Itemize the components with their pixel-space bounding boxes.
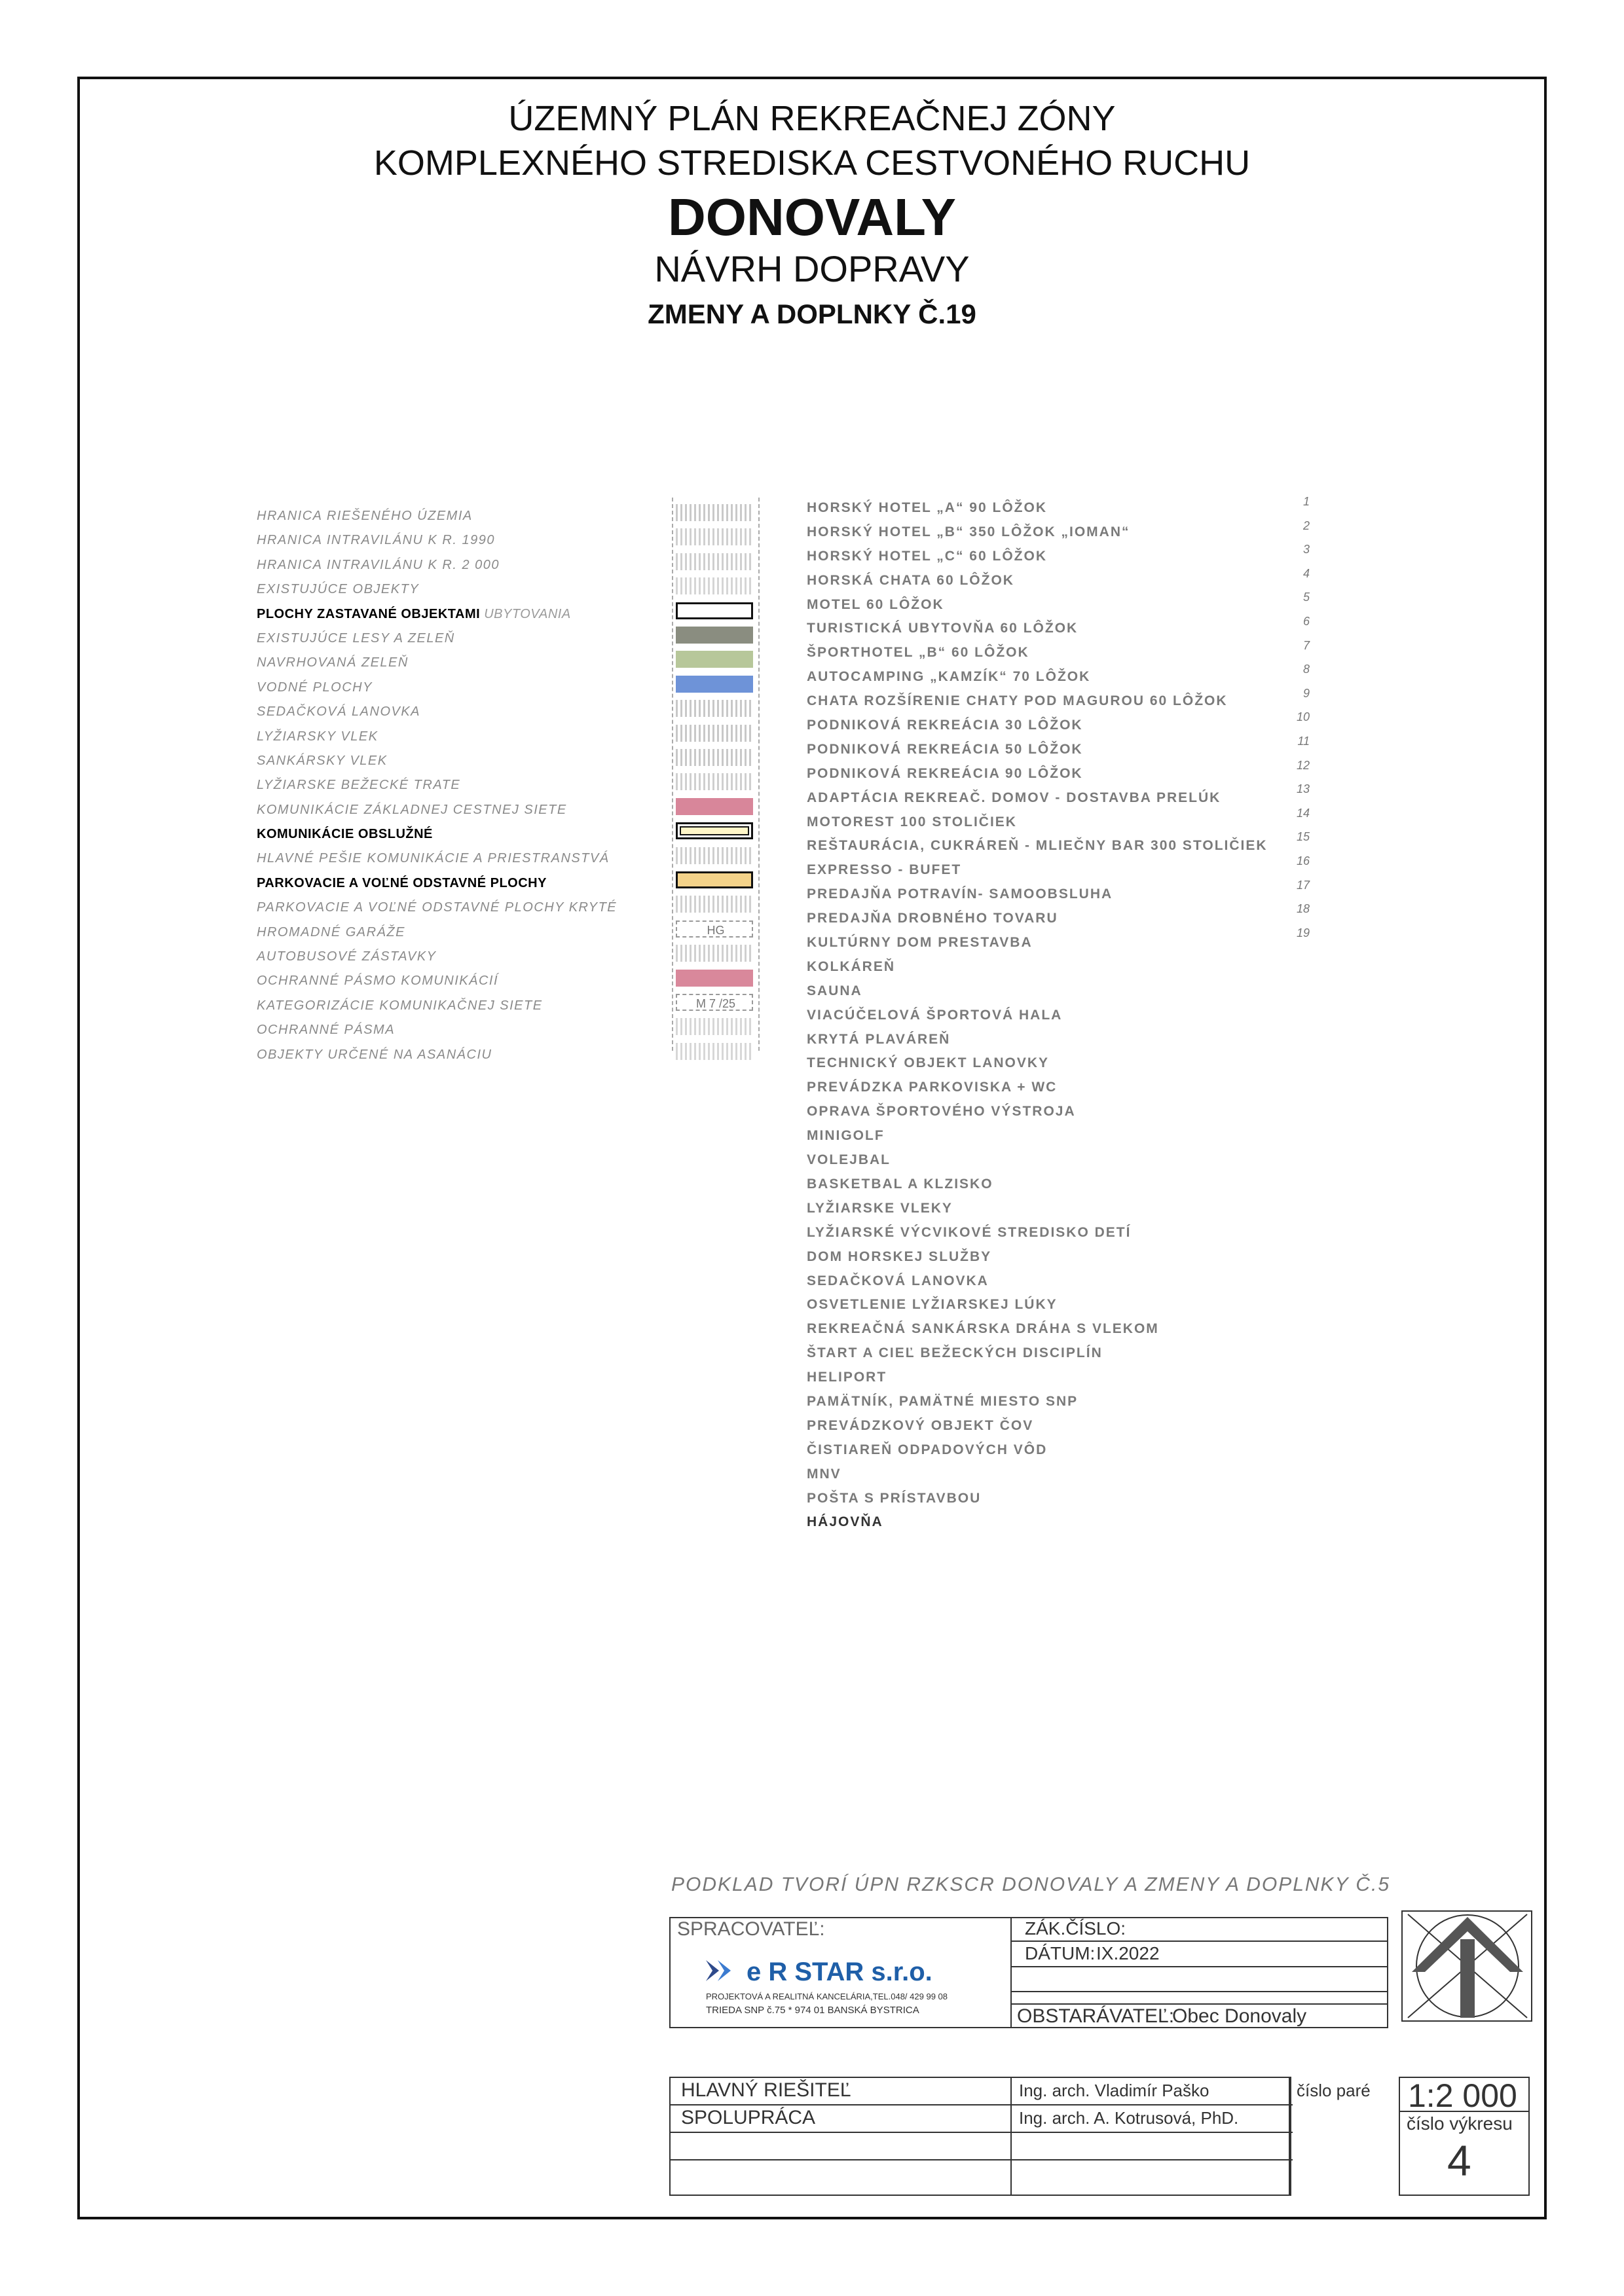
- legend-swatch: [676, 822, 753, 839]
- legend-label: EXISTUJÚCE LESY A ZELEŇ: [257, 630, 455, 646]
- object-item: ČISTIAREŇ ODPADOVÝCH VÔD: [807, 1442, 1048, 1457]
- object-item: PREVÁDZKOVÝ OBJEKT ČOV: [807, 1417, 1034, 1433]
- legend-swatch: [676, 651, 753, 668]
- legend-label: HRANICA RIEŠENÉHO ÚZEMIA: [257, 509, 473, 523]
- legend-label-tail: UBYTOVANIA: [480, 606, 571, 621]
- legend-swatch: [676, 871, 753, 888]
- date-value: IX.2022: [1096, 1943, 1160, 1963]
- object-item: REKREAČNÁ SANKÁRSKA DRÁHA S VLEKOM: [807, 1321, 1159, 1337]
- object-number: 5: [1302, 591, 1310, 604]
- object-item: TECHNICKÝ OBJEKT LANOVKY: [807, 1055, 1050, 1071]
- object-item: PAMÄTNÍK, PAMÄTNÉ MIESTO SNP: [807, 1393, 1079, 1409]
- object-item: KULTÚRNY DOM PRESTAVBA: [807, 935, 1033, 951]
- drawing-label: číslo výkresu: [1407, 2113, 1513, 2134]
- client-value: Obec Donovaly: [1172, 2005, 1307, 2027]
- legend-swatch: [676, 1018, 753, 1035]
- legend-swatch: [676, 920, 753, 938]
- legend-label: KOMUNIKÁCIE OBSLUŽNÉ: [257, 827, 433, 842]
- object-numbers: [1283, 490, 1310, 945]
- legend-swatch: [676, 847, 753, 864]
- object-item: MNV: [807, 1466, 841, 1482]
- legend-label: OBJEKTY URČENÉ NA ASANÁCIU: [257, 1047, 492, 1062]
- object-item: KRYTÁ PLAVÁREŇ: [807, 1031, 951, 1047]
- coop-label: SPOLUPRÁCA: [681, 2107, 816, 2128]
- legend-label: NAVRHOVANÁ ZELEŇ: [257, 655, 409, 670]
- basis-note: PODKLAD TVORÍ ÚPN RZKSCR DONOVALY A ZMENY A DOPLNKY Č.5: [671, 1874, 1391, 1895]
- object-item: PREDAJŇA DROBNÉHO TOVARU: [807, 911, 1058, 926]
- legend-label: AUTOBUSOVÉ ZÁSTAVKY: [257, 949, 437, 964]
- author-label: SPRACOVATEĽ:: [677, 1918, 825, 1940]
- drawing-number: 4: [1447, 2136, 1471, 2185]
- object-item: EXPRESSO - BUFET: [807, 862, 962, 878]
- legend-label: OCHRANNÉ PÁSMO KOMUNIKÁCIÍ: [257, 974, 499, 989]
- object-number: 9: [1302, 686, 1310, 700]
- object-item: REŠTAURÁCIA, CUKRÁREŇ - MLIEČNY BAR 300 STOLIČIEK: [807, 838, 1268, 854]
- object-number: 16: [1296, 854, 1310, 867]
- object-item: LYŽIARSKÉ VÝCVIKOVÉ STREDISKO DETÍ: [807, 1224, 1132, 1240]
- legend-swatch: [676, 602, 753, 619]
- legend-swatch: [676, 773, 753, 790]
- object-item: SAUNA: [807, 983, 862, 998]
- object-item: KOLKÁREŇ: [807, 958, 895, 974]
- legend-label: PARKOVACIE A VOĽNÉ ODSTAVNÉ PLOCHY KRYTÉ: [257, 900, 618, 915]
- object-number: 2: [1302, 519, 1310, 532]
- object-item: HÁJOVŇA: [807, 1514, 883, 1530]
- date-label: DÁTUM:: [1025, 1943, 1096, 1963]
- object-number: 10: [1296, 710, 1310, 724]
- object-number: 15: [1296, 830, 1310, 844]
- legend-label: VODNÉ PLOCHY: [257, 680, 373, 695]
- legend-label: LYŽIARSKE BEŽECKÉ TRATE: [257, 778, 461, 793]
- object-list: [807, 496, 1331, 1535]
- legend-label: LYŽIARSKY VLEK: [257, 729, 378, 744]
- legend-swatch: [676, 504, 753, 521]
- object-item: PREVÁDZKA PARKOVISKA + WC: [807, 1080, 1058, 1095]
- legend-swatch: [676, 725, 753, 742]
- title-change: ZMENY A DOPLNKY Č.19: [648, 299, 976, 329]
- object-number: 4: [1302, 566, 1310, 580]
- legend-swatch: [676, 798, 753, 815]
- object-item: ADAPTÁCIA REKREAČ. DOMOV - DOSTAVBA PRELÚK: [807, 790, 1221, 805]
- object-item: PODNIKOVÁ REKREÁCIA 50 LÔŽOK: [807, 741, 1083, 757]
- object-item: PODNIKOVÁ REKREÁCIA 90 LÔŽOK: [807, 765, 1083, 781]
- legend-label: SANKÁRSKY VLEK: [257, 753, 388, 768]
- legend-swatch: [676, 676, 753, 693]
- object-number: 13: [1296, 782, 1310, 796]
- legend-swatch: [676, 896, 753, 913]
- object-item: LYŽIARSKE VLEKY: [807, 1200, 953, 1216]
- object-number: 18: [1296, 902, 1310, 916]
- legend-label: HROMADNÉ GARÁŽE: [257, 924, 405, 939]
- object-item: MINIGOLF: [807, 1128, 885, 1144]
- client-label: OBSTARÁVATEĽ:: [1017, 2005, 1175, 2027]
- legend-swatch: [676, 970, 753, 987]
- object-number: 14: [1296, 806, 1310, 820]
- legend-label: PARKOVACIE A VOĽNÉ ODSTAVNÉ PLOCHY: [257, 875, 547, 890]
- object-number: 1: [1302, 495, 1310, 508]
- object-item: HORSKÝ HOTEL „B“ 350 LÔŽOK „IOMAN“: [807, 524, 1130, 539]
- object-number: 3: [1302, 543, 1310, 556]
- object-item: HORSKÝ HOTEL „A“ 90 LÔŽOK: [807, 500, 1047, 515]
- legend-swatch: [676, 700, 753, 717]
- object-number: 11: [1297, 734, 1310, 748]
- object-item: MOTOREST 100 STOLIČIEK: [807, 814, 1017, 829]
- object-item: BASKETBAL A KLZISKO: [807, 1176, 993, 1192]
- chief-label: HLAVNÝ RIEŠITEĽ: [681, 2079, 851, 2101]
- chief-value: Ing. arch. Vladimír Paško: [1019, 2081, 1209, 2100]
- legend-swatch-label: M 7 /25: [695, 997, 736, 1010]
- legend-swatch: [676, 945, 753, 962]
- legend-label: OCHRANNÉ PÁSMA: [257, 1023, 396, 1038]
- object-item: ŠPORTHOTEL „B“ 60 LÔŽOK: [807, 645, 1029, 661]
- company-logo-icon: [705, 1956, 744, 1985]
- object-number: 6: [1302, 614, 1310, 628]
- object-item: AUTOCAMPING „KAMZÍK“ 70 LÔŽOK: [807, 669, 1091, 685]
- legend-label: KOMUNIKÁCIE ZÁKLADNEJ CESTNEJ SIETE: [257, 802, 567, 817]
- object-item: HELIPORT: [807, 1370, 887, 1385]
- title-subject: NÁVRH DOPRAVY: [654, 248, 970, 289]
- object-item: PODNIKOVÁ REKREÁCIA 30 LÔŽOK: [807, 718, 1083, 733]
- copy-label: číslo paré: [1297, 2081, 1371, 2100]
- legend-label: HRANICA INTRAVILÁNU K R. 1990: [257, 533, 495, 548]
- legend-swatch: [676, 528, 753, 545]
- legend-swatch: [676, 749, 753, 766]
- legend-swatch: [676, 1043, 753, 1060]
- object-item: SEDAČKOVÁ LANOVKA: [807, 1273, 989, 1288]
- title-line-1: ÚZEMNÝ PLÁN REKREAČNEJ ZÓNY: [508, 99, 1116, 138]
- title-place: DONOVALY: [667, 188, 957, 246]
- object-item: HORSKÝ HOTEL „C“ 60 LÔŽOK: [807, 548, 1047, 564]
- legend-label: HRANICA INTRAVILÁNU K R. 2 000: [257, 557, 500, 572]
- object-item: OSVETLENIE LYŽIARSKEJ LÚKY: [807, 1297, 1058, 1313]
- object-item: VIACÚČELOVÁ ŠPORTOVÁ HALA: [807, 1007, 1063, 1023]
- legend-label: SEDAČKOVÁ LANOVKA: [257, 704, 421, 720]
- legend-swatch: [676, 627, 753, 644]
- scale-value: 1:2 000: [1408, 2077, 1517, 2114]
- object-item: HORSKÁ CHATA 60 LÔŽOK: [807, 572, 1014, 588]
- object-item: OPRAVA ŠPORTOVÉHO VÝSTROJA: [807, 1104, 1076, 1120]
- legend-label: PLOCHY ZASTAVANÉ OBJEKTAMI UBYTOVANIA: [257, 606, 571, 621]
- title-line-2: KOMPLEXNÉHO STREDISKA CESTVONÉHO RUCHU: [373, 143, 1251, 183]
- legend-label: HLAVNÉ PEŠIE KOMUNIKÁCIE A PRIESTRANSTVÁ: [257, 851, 610, 866]
- object-number: 19: [1296, 926, 1310, 939]
- object-item: TURISTICKÁ UBYTOVŇA 60 LÔŽOK: [807, 621, 1079, 636]
- object-item: CHATA ROZŠÍRENIE CHATY POD MAGUROU 60 LÔŽOK: [807, 693, 1228, 709]
- object-number: 8: [1302, 663, 1310, 676]
- legend-swatch: [676, 994, 753, 1011]
- object-item: DOM HORSKEJ SLUŽBY: [807, 1248, 992, 1264]
- object-item: PREDAJŇA POTRAVÍN- SAMOOBSLUHA: [807, 886, 1113, 902]
- legend-label: EXISTUJÚCE OBJEKTY: [257, 582, 420, 597]
- legend-swatches: [672, 498, 760, 1051]
- order-label: ZÁK.ČÍSLO:: [1025, 1918, 1126, 1939]
- object-item: ŠTART A CIEĽ BEŽECKÝCH DISCIPLÍN: [807, 1345, 1103, 1361]
- legend-swatch-label: HG: [707, 923, 725, 937]
- object-item: MOTEL 60 LÔŽOK: [807, 596, 944, 612]
- legend-label: KATEGORIZÁCIE KOMUNIKAČNEJ SIETE: [257, 998, 543, 1013]
- object-number: 12: [1296, 758, 1310, 772]
- company-line-2: TRIEDA SNP č.75 * 974 01 BANSKÁ BYSTRICA: [706, 2005, 919, 2016]
- legend-swatch: [676, 553, 753, 570]
- company-name: e R STAR s.r.o.: [747, 1958, 932, 1986]
- object-number: 17: [1296, 878, 1310, 892]
- object-item: VOLEJBAL: [807, 1152, 891, 1168]
- legend-swatch: [676, 577, 753, 594]
- object-item: POŠTA S PRÍSTAVBOU: [807, 1490, 982, 1506]
- coop-value: Ing. arch. A. Kotrusová, PhD.: [1019, 2108, 1239, 2128]
- north-arrow-icon: [1405, 1913, 1530, 2019]
- legend-labels: [257, 504, 637, 1067]
- company-line-1: PROJEKTOVÁ A REALITNÁ KANCELÁRIA,TEL.048/ 429 99 08: [706, 1992, 948, 2001]
- object-number: 7: [1302, 638, 1310, 652]
